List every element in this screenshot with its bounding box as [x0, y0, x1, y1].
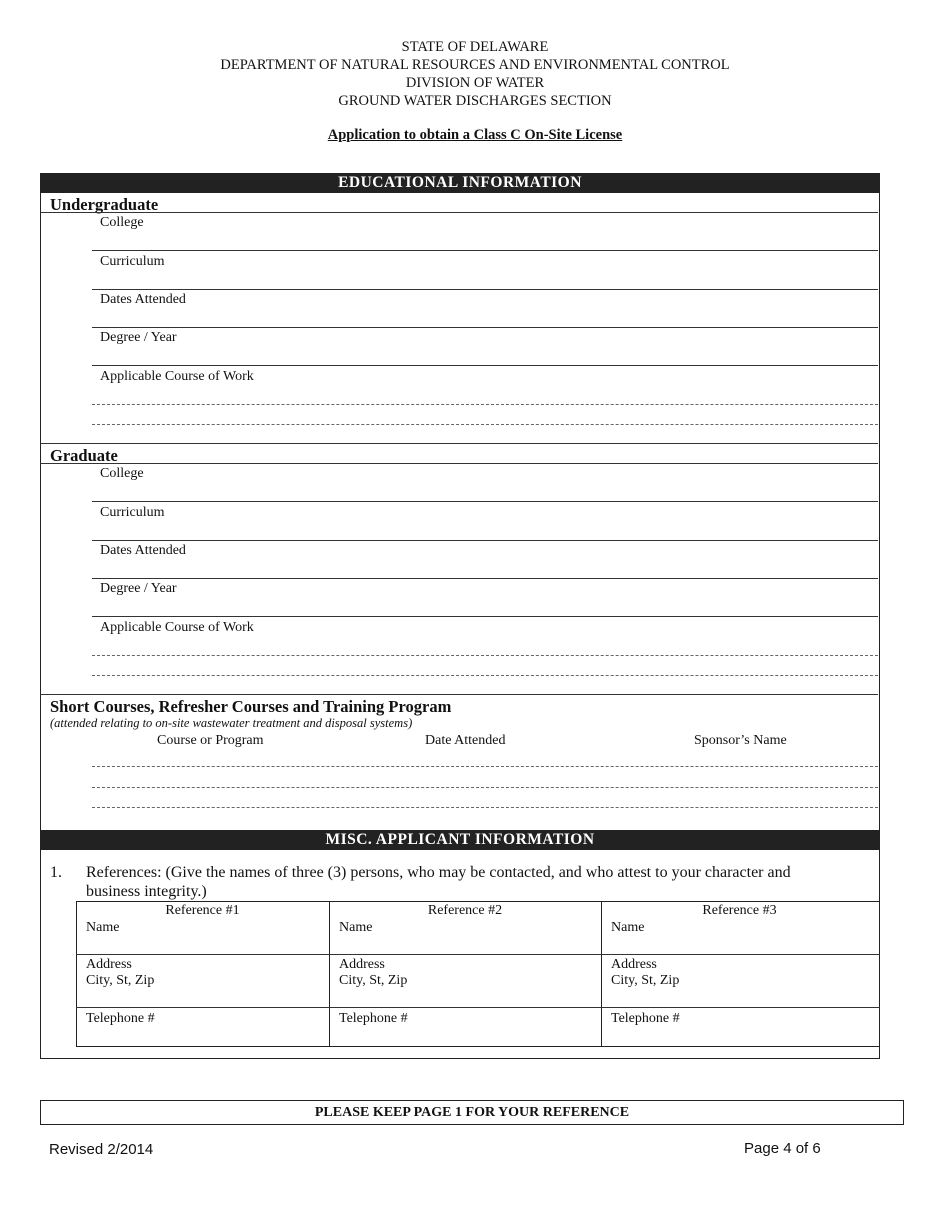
col-sponsor-name: Sponsor’s Name: [694, 733, 787, 748]
item-number: 1.: [50, 864, 62, 881]
grad-college-label: College: [100, 466, 144, 481]
agency-section: GROUND WATER DISCHARGES SECTION: [338, 93, 612, 109]
reference-3-name-field[interactable]: Name: [611, 920, 645, 935]
column-divider: [601, 901, 602, 1046]
grad-coursework-line-2[interactable]: [92, 675, 878, 676]
reference-2-heading: Reference #2: [427, 903, 503, 918]
grad-coursework-label: Applicable Course of Work: [100, 620, 254, 635]
grad-curriculum-field[interactable]: [92, 540, 878, 541]
column-divider: [329, 901, 330, 1046]
reference-2-address-field[interactable]: Address: [339, 957, 385, 972]
reference-3-address-field[interactable]: Address: [611, 957, 657, 972]
grad-degree-label: Degree / Year: [100, 581, 177, 596]
grad-degree-field[interactable]: [92, 616, 878, 617]
undergrad-curriculum-field[interactable]: [92, 289, 878, 290]
undergrad-dates-label: Dates Attended: [100, 292, 186, 307]
misc-applicant-information-bar: MISC. APPLICANT INFORMATION: [40, 830, 880, 850]
reference-3-phone-field[interactable]: Telephone #: [611, 1011, 680, 1026]
undergrad-coursework-line-1[interactable]: [92, 404, 878, 405]
keep-page-notice: PLEASE KEEP PAGE 1 FOR YOUR REFERENCE: [40, 1100, 904, 1125]
reference-3-heading: Reference #3: [702, 903, 777, 918]
reference-2-name-field[interactable]: Name: [339, 920, 373, 935]
short-course-row-2[interactable]: [92, 787, 878, 788]
undergrad-coursework-label: Applicable Course of Work: [100, 369, 254, 384]
undergrad-curriculum-label: Curriculum: [100, 254, 165, 269]
form-title: Application to obtain a Class C On-Site License: [327, 127, 623, 143]
agency-state: STATE OF DELAWARE: [401, 39, 549, 55]
row-divider: [76, 1007, 880, 1008]
row-divider: [76, 954, 880, 955]
reference-1-city-field[interactable]: City, St, Zip: [86, 973, 155, 988]
references-instructions-cont: business integrity.): [86, 883, 207, 900]
short-courses-heading: Short Courses, Refresher Courses and Training Program: [50, 697, 452, 716]
divider: [40, 694, 878, 695]
grad-coursework-line-1[interactable]: [92, 655, 878, 656]
reference-1-phone-field[interactable]: Telephone #: [86, 1011, 155, 1026]
reference-2-phone-field[interactable]: Telephone #: [339, 1011, 408, 1026]
reference-1-name-field[interactable]: Name: [86, 920, 120, 935]
references-instructions: References: (Give the names of three (3) persons, who may be contacted, and who attest to your character and: [86, 864, 791, 881]
undergrad-degree-label: Degree / Year: [100, 330, 177, 345]
page-number: Page 4 of 6: [744, 1140, 821, 1157]
col-course-or-program: Course or Program: [157, 733, 264, 748]
short-course-row-3[interactable]: [92, 807, 878, 808]
educational-information-bar: EDUCATIONAL INFORMATION: [40, 173, 880, 193]
undergrad-dates-field[interactable]: [92, 327, 878, 328]
reference-1-heading: Reference #1: [165, 903, 240, 918]
reference-2-city-field[interactable]: City, St, Zip: [339, 973, 408, 988]
grad-curriculum-label: Curriculum: [100, 505, 165, 520]
revision-date: Revised 2/2014: [49, 1141, 154, 1158]
reference-1-address-field[interactable]: Address: [86, 957, 132, 972]
divider: [40, 212, 878, 213]
short-courses-note: (attended relating to on-site wastewater treatment and disposal systems): [50, 716, 413, 730]
short-course-row-1[interactable]: [92, 766, 878, 767]
col-date-attended: Date Attended: [425, 733, 506, 748]
agency-department: DEPARTMENT OF NATURAL RESOURCES AND ENVIRONMENTAL CONTROL: [220, 57, 730, 73]
undergrad-college-label: College: [100, 215, 144, 230]
divider: [40, 463, 878, 464]
grad-college-field[interactable]: [92, 501, 878, 502]
grad-dates-label: Dates Attended: [100, 543, 186, 558]
divider: [40, 443, 878, 444]
grad-dates-field[interactable]: [92, 578, 878, 579]
undergrad-college-field[interactable]: [92, 250, 878, 251]
undergrad-coursework-line-2[interactable]: [92, 424, 878, 425]
undergraduate-heading: Undergraduate: [50, 195, 159, 214]
references-table: [76, 901, 880, 1047]
reference-3-city-field[interactable]: City, St, Zip: [611, 973, 680, 988]
agency-division: DIVISION OF WATER: [405, 75, 545, 91]
graduate-heading: Graduate: [50, 446, 118, 465]
undergrad-degree-field[interactable]: [92, 365, 878, 366]
